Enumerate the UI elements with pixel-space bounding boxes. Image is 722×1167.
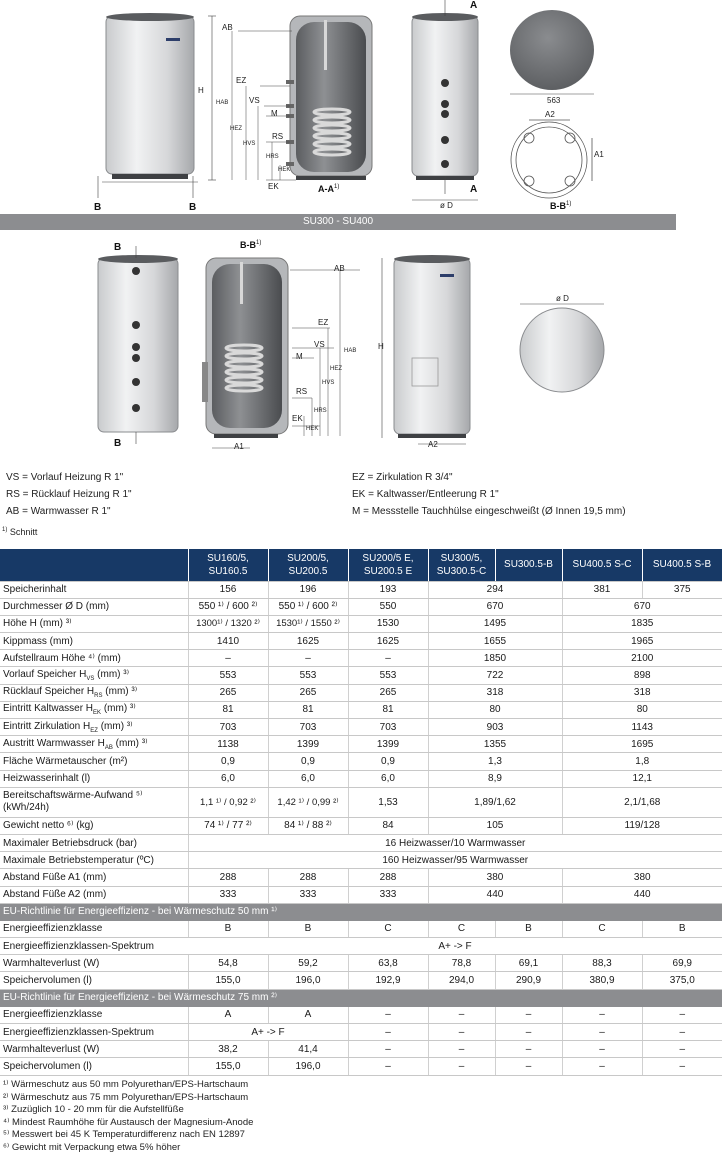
cell: –: [495, 1006, 562, 1023]
table-row: [0, 650, 722, 667]
table-header-empty: [0, 549, 188, 581]
cell: 722: [428, 667, 562, 684]
label-vs-2: VS: [314, 340, 325, 349]
tank-side-view-small: [98, 246, 178, 444]
cell: 1625: [268, 633, 348, 650]
cell: –: [562, 1041, 642, 1058]
cell: 2100: [562, 650, 722, 667]
legend-schnitt: $^{1)}$ Schnitt: [2, 527, 38, 537]
table-row: [0, 598, 722, 615]
cell: 1495: [428, 615, 562, 632]
cell: 375: [642, 581, 722, 598]
cell: 265: [348, 684, 428, 701]
label-h-ek-2: HEK: [306, 426, 319, 432]
row-label: Speichervolumen (l): [0, 1058, 188, 1075]
table-row: [0, 1041, 722, 1058]
table-row: [0, 684, 722, 701]
cell: 81: [188, 701, 268, 718]
cell: –: [268, 650, 348, 667]
table-row: [0, 736, 722, 753]
cell: 41,4: [268, 1041, 348, 1058]
table-row: [0, 920, 722, 937]
table-row: [0, 972, 722, 989]
cell: 333: [268, 886, 348, 903]
cell: 1399: [348, 736, 428, 753]
cell: 1850: [428, 650, 562, 667]
label-563: 563: [547, 96, 561, 105]
legend-m: M = Messstelle Tauchhülse eingeschweißt (Ø Innen 19,5 mm): [352, 506, 626, 517]
row-label: Energieeffizienzklasse: [0, 920, 188, 937]
cell: 155,0: [188, 1058, 268, 1075]
label-ez: EZ: [236, 76, 247, 85]
section-header-row: [0, 903, 722, 920]
label-h-ez-2: HEZ: [330, 366, 342, 372]
table-header-col: SU300.5-B: [495, 549, 562, 581]
row-label: Speicherinhalt: [0, 581, 188, 598]
table-header-col: SU400.5 S-C: [562, 549, 642, 581]
cell: 54,8: [188, 955, 268, 972]
row-label: Energieeffizienzklasse: [0, 1006, 188, 1023]
cell: 80: [562, 701, 722, 718]
cell: 1143: [562, 719, 722, 736]
footnote: ³⁾ Zuzüglich 10 - 20 mm für die Aufstellfüße: [3, 1104, 184, 1115]
cell: –: [562, 1024, 642, 1041]
legend-rs: RS = Rücklauf Heizung R 1": [6, 489, 132, 500]
cell: –: [495, 1041, 562, 1058]
label-ek: EK: [268, 182, 279, 191]
section-header: EU-Richtlinie für Energieeffizienz - bei Wärmeschutz 75 mm ²⁾: [0, 989, 722, 1006]
row-label: Abstand Füße A1 (mm): [0, 869, 188, 886]
cell: C: [348, 920, 428, 937]
cell: 196,0: [268, 972, 348, 989]
cell: 84 ¹⁾ / 88 ²⁾: [268, 817, 348, 834]
cell: 192,9: [348, 972, 428, 989]
cell: C: [562, 920, 642, 937]
table-row: [0, 753, 722, 770]
table-header-col: SU400.5 S-B: [642, 549, 722, 581]
row-label: Rücklauf Speicher $H_{RS}$ (mm) ³⁾: [0, 684, 188, 701]
cell: 1835: [562, 615, 722, 632]
cell: 333: [348, 886, 428, 903]
cell: 196: [268, 581, 348, 598]
cell: –: [642, 1041, 722, 1058]
row-label: Bereitschaftswärme-Aufwand ⁵⁾ (kWh/24h): [0, 787, 188, 817]
row-label: Abstand Füße A2 (mm): [0, 886, 188, 903]
label-ek-2: EK: [292, 414, 303, 423]
label-h-ez: HEZ: [230, 126, 242, 132]
cell: 318: [562, 684, 722, 701]
label-a1: A1: [594, 150, 604, 159]
table-header-col: SU300/5, SU300.5-C: [428, 549, 495, 581]
cell: 333: [188, 886, 268, 903]
cell: 16 Heizwasser/10 Warmwasser: [188, 834, 722, 851]
cell: 84: [348, 817, 428, 834]
cell: 670: [562, 598, 722, 615]
cell: 105: [428, 817, 562, 834]
table-row: [0, 886, 722, 903]
cell: 380: [428, 869, 562, 886]
tank-top-view: [510, 10, 594, 94]
footnotes: [3, 1079, 253, 1154]
cell: –: [348, 1006, 428, 1023]
tank-side-view: [412, 0, 478, 200]
label-m-2: M: [296, 352, 303, 361]
cell: 196,0: [268, 1058, 348, 1075]
table-row: [0, 1058, 722, 1075]
cell: 80: [428, 701, 562, 718]
label-h-2: H: [378, 342, 384, 351]
table-row: [0, 1006, 722, 1023]
cell: 160 Heizwasser/95 Warmwasser: [188, 852, 722, 869]
table-row: [0, 719, 722, 736]
cell: 290,9: [495, 972, 562, 989]
label-h-ab-2: HAB: [344, 348, 357, 354]
section-bb-title-2: $B-B^{1)}$: [240, 240, 262, 250]
label-h-rs-2: HRS: [314, 408, 327, 414]
cell: 703: [268, 719, 348, 736]
cell: –: [562, 1006, 642, 1023]
cell: –: [642, 1058, 722, 1075]
table-header-row: [0, 549, 722, 581]
row-label: Höhe H (mm) ³⁾: [0, 615, 188, 632]
cell: 63,8: [348, 955, 428, 972]
cell: 1,53: [348, 787, 428, 817]
label-a2-2: A2: [428, 440, 438, 449]
label-h-vs: HVS: [243, 141, 256, 147]
tank-cutaway-small: [202, 258, 288, 438]
cell: 288: [348, 869, 428, 886]
cell: A+ -> F: [188, 1024, 348, 1041]
label-h-rs: HRS: [266, 154, 279, 160]
tank-front-view: [98, 13, 198, 198]
cell: 550 ¹⁾ / 600 ²⁾: [188, 598, 268, 615]
cell: 6,0: [268, 770, 348, 787]
cell: 1,42 ¹⁾ / 0,99 ²⁾: [268, 787, 348, 817]
cell: 553: [188, 667, 268, 684]
section-header-row: [0, 989, 722, 1006]
row-label: Warmhalteverlust (W): [0, 955, 188, 972]
cell: 8,9: [428, 770, 562, 787]
cell: –: [428, 1024, 495, 1041]
cell: C: [428, 920, 495, 937]
label-h-ab: HAB: [216, 100, 229, 106]
label-d-2: ø D: [556, 294, 569, 303]
table-header-col: SU160/5, SU160.5: [188, 549, 268, 581]
cell: 1,89/1,62: [428, 787, 562, 817]
row-label: Gewicht netto ⁶⁾ (kg): [0, 817, 188, 834]
row-label: Kippmass (mm): [0, 633, 188, 650]
technical-data-table: [0, 549, 722, 1076]
cell: 1,3: [428, 753, 562, 770]
cell: 553: [268, 667, 348, 684]
cell: 375,0: [642, 972, 722, 989]
label-a-bottom: A: [470, 184, 478, 195]
label-a2: A2: [545, 110, 555, 119]
table-row: [0, 667, 722, 684]
row-label: Heizwasserinhalt (l): [0, 770, 188, 787]
table-row: [0, 770, 722, 787]
row-label: Vorlauf Speicher $H_{VS}$ (mm) ³⁾: [0, 667, 188, 684]
table-row: [0, 834, 722, 851]
row-label: Aufstellraum Höhe ⁴⁾ (mm): [0, 650, 188, 667]
row-label: Maximale Betriebstemperatur (ºC): [0, 852, 188, 869]
table-row: [0, 633, 722, 650]
footnote: ¹⁾ Wärmeschutz aus 50 mm Polyurethan/EPS-Hartschaum: [3, 1079, 249, 1090]
cell: 1655: [428, 633, 562, 650]
cell: 903: [428, 719, 562, 736]
cell: 440: [428, 886, 562, 903]
cell: 265: [268, 684, 348, 701]
row-label: Warmhalteverlust (W): [0, 1041, 188, 1058]
cell: 119/128: [562, 817, 722, 834]
cell: 550 ¹⁾ / 600 ²⁾: [268, 598, 348, 615]
label-h-ek: HEK: [278, 167, 291, 173]
section-aa-title: $A-A^{1)}$: [318, 184, 340, 194]
cell: 288: [188, 869, 268, 886]
row-label: Speichervolumen (l): [0, 972, 188, 989]
cell: 294,0: [428, 972, 495, 989]
footnote: ⁴⁾ Mindest Raumhöhe für Austausch der Magnesium-Anode: [3, 1116, 254, 1128]
height-dimension: [208, 16, 216, 180]
cell: 1410: [188, 633, 268, 650]
table-row: [0, 701, 722, 718]
label-rs: RS: [272, 132, 284, 141]
cell: 38,2: [188, 1041, 268, 1058]
cell: 1138: [188, 736, 268, 753]
table-row: [0, 787, 722, 817]
cell: 1965: [562, 633, 722, 650]
cell: –: [348, 1041, 428, 1058]
cell: –: [428, 1006, 495, 1023]
cell: –: [642, 1006, 722, 1023]
cell: –: [495, 1024, 562, 1041]
label-b-right: B: [189, 202, 197, 213]
cell: 2,1/1,68: [562, 787, 722, 817]
row-label: Eintritt Zirkulation $H_{EZ}$ (mm) ³⁾: [0, 719, 188, 736]
label-b-bottom: B: [114, 438, 122, 449]
legend-ab: AB = Warmwasser R 1": [6, 506, 111, 517]
label-m: M: [271, 109, 278, 118]
table-row: [0, 869, 722, 886]
cell: 1355: [428, 736, 562, 753]
cell: 0,9: [188, 753, 268, 770]
row-label: Durchmesser Ø D (mm): [0, 598, 188, 615]
row-label: Energieeffizienzklassen-Spektrum: [0, 938, 188, 955]
cell: 553: [348, 667, 428, 684]
cell: 0,9: [268, 753, 348, 770]
cell: 1530: [348, 615, 428, 632]
cell: A+ -> F: [188, 938, 722, 955]
label-b-left: B: [94, 202, 102, 213]
cell: B: [268, 920, 348, 937]
cell: B: [642, 920, 722, 937]
top-technical-drawing: [0, 0, 722, 214]
cell: B: [495, 920, 562, 937]
table-row: [0, 852, 722, 869]
label-rs-2: RS: [296, 387, 308, 396]
cell: –: [348, 1024, 428, 1041]
cell: 6,0: [348, 770, 428, 787]
table-row: [0, 615, 722, 632]
cell: 0,9: [348, 753, 428, 770]
table-row: [0, 938, 722, 955]
label-ab-2: AB: [334, 264, 345, 273]
table-row: [0, 1024, 722, 1041]
row-label: Energieeffizienzklassen-Spektrum: [0, 1024, 188, 1041]
label-ab: AB: [222, 23, 233, 32]
cell: –: [562, 1058, 642, 1075]
label-vs: VS: [249, 96, 260, 105]
cell: 898: [562, 667, 722, 684]
cell: B: [188, 920, 268, 937]
cell: 81: [268, 701, 348, 718]
cell: 59,2: [268, 955, 348, 972]
cell: 1530¹⁾ / 1550 ²⁾: [268, 615, 348, 632]
cell: 78,8: [428, 955, 495, 972]
cell: 155,0: [188, 972, 268, 989]
tank-top-view-small: [520, 304, 604, 392]
label-d: ø D: [440, 201, 453, 210]
cell: A: [268, 1006, 348, 1023]
cell: –: [188, 650, 268, 667]
row-label: Maximaler Betriebsdruck (bar): [0, 834, 188, 851]
cell: –: [495, 1058, 562, 1075]
tank-front-view-small: [382, 255, 470, 444]
label-a-top: A: [470, 0, 478, 11]
cell: 670: [428, 598, 562, 615]
table-row: [0, 955, 722, 972]
cell: 318: [428, 684, 562, 701]
cell: 288: [268, 869, 348, 886]
legend-ez: EZ = Zirkulation R 3/4": [352, 472, 453, 483]
table-row: [0, 817, 722, 834]
cell: –: [428, 1058, 495, 1075]
cell: 440: [562, 886, 722, 903]
cell: 1695: [562, 736, 722, 753]
section-bb-title: $B-B^{1)}$: [550, 201, 572, 211]
cell: –: [428, 1041, 495, 1058]
cell: 265: [188, 684, 268, 701]
cell: –: [642, 1024, 722, 1041]
footnote: ⁵⁾ Messwert bei 45 K Temperaturdifferenz nach EN 12897: [3, 1129, 245, 1140]
tank-cutaway-view: [286, 16, 372, 180]
footnote: ⁶⁾ Gewicht mit Verpackung etwa 5% höher: [3, 1141, 181, 1153]
cell: 69,9: [642, 955, 722, 972]
cell: 156: [188, 581, 268, 598]
tank-base-view: [511, 120, 592, 198]
cell: 74 ¹⁾ / 77 ²⁾: [188, 817, 268, 834]
model-range-band: SU300 - SU400: [0, 214, 676, 230]
cell: 6,0: [188, 770, 268, 787]
label-a1-2: A1: [234, 442, 244, 451]
label-h-vs-2: HVS: [322, 380, 335, 386]
cell: 550: [348, 598, 428, 615]
cell: 380,9: [562, 972, 642, 989]
cell: 1625: [348, 633, 428, 650]
cell: A: [188, 1006, 268, 1023]
cell: 1300¹⁾ / 1320 ²⁾: [188, 615, 268, 632]
table-header-col: SU200/5 E, SU200.5 E: [348, 549, 428, 581]
row-label: Eintritt Kaltwasser $H_{EK}$ (mm) ³⁾: [0, 701, 188, 718]
legend-vs: VS = Vorlauf Heizung R 1": [6, 472, 124, 483]
label-h: H: [198, 86, 204, 95]
label-b-top: B: [114, 242, 122, 253]
table-row: [0, 581, 722, 598]
cell: –: [348, 1058, 428, 1075]
cell: 69,1: [495, 955, 562, 972]
cell: 294: [428, 581, 562, 598]
legend-ek: EK = Kaltwasser/Entleerung R 1": [352, 489, 499, 500]
label-ez-2: EZ: [318, 318, 329, 327]
cell: 703: [188, 719, 268, 736]
row-label: Austritt Warmwasser $H_{AB}$ (mm) ³⁾: [0, 736, 188, 753]
footnote: ²⁾ Wärmeschutz aus 75 mm Polyurethan/EPS-Hartschaum: [3, 1091, 249, 1103]
cell: –: [348, 650, 428, 667]
cell: 381: [562, 581, 642, 598]
cell: 88,3: [562, 955, 642, 972]
bottom-technical-drawing: [0, 230, 722, 466]
cell: 1399: [268, 736, 348, 753]
table-header-col: SU200/5, SU200.5: [268, 549, 348, 581]
cell: 380: [562, 869, 722, 886]
cell: 1,1 ¹⁾ / 0,92 ²⁾: [188, 787, 268, 817]
section-header: EU-Richtlinie für Energieeffizienz - bei Wärmeschutz 50 mm ¹⁾: [0, 903, 722, 920]
cell: 12,1: [562, 770, 722, 787]
cell: 703: [348, 719, 428, 736]
cell: 81: [348, 701, 428, 718]
cell: 193: [348, 581, 428, 598]
row-label: Fläche Wärmetauscher (m²): [0, 753, 188, 770]
cell: 1,8: [562, 753, 722, 770]
